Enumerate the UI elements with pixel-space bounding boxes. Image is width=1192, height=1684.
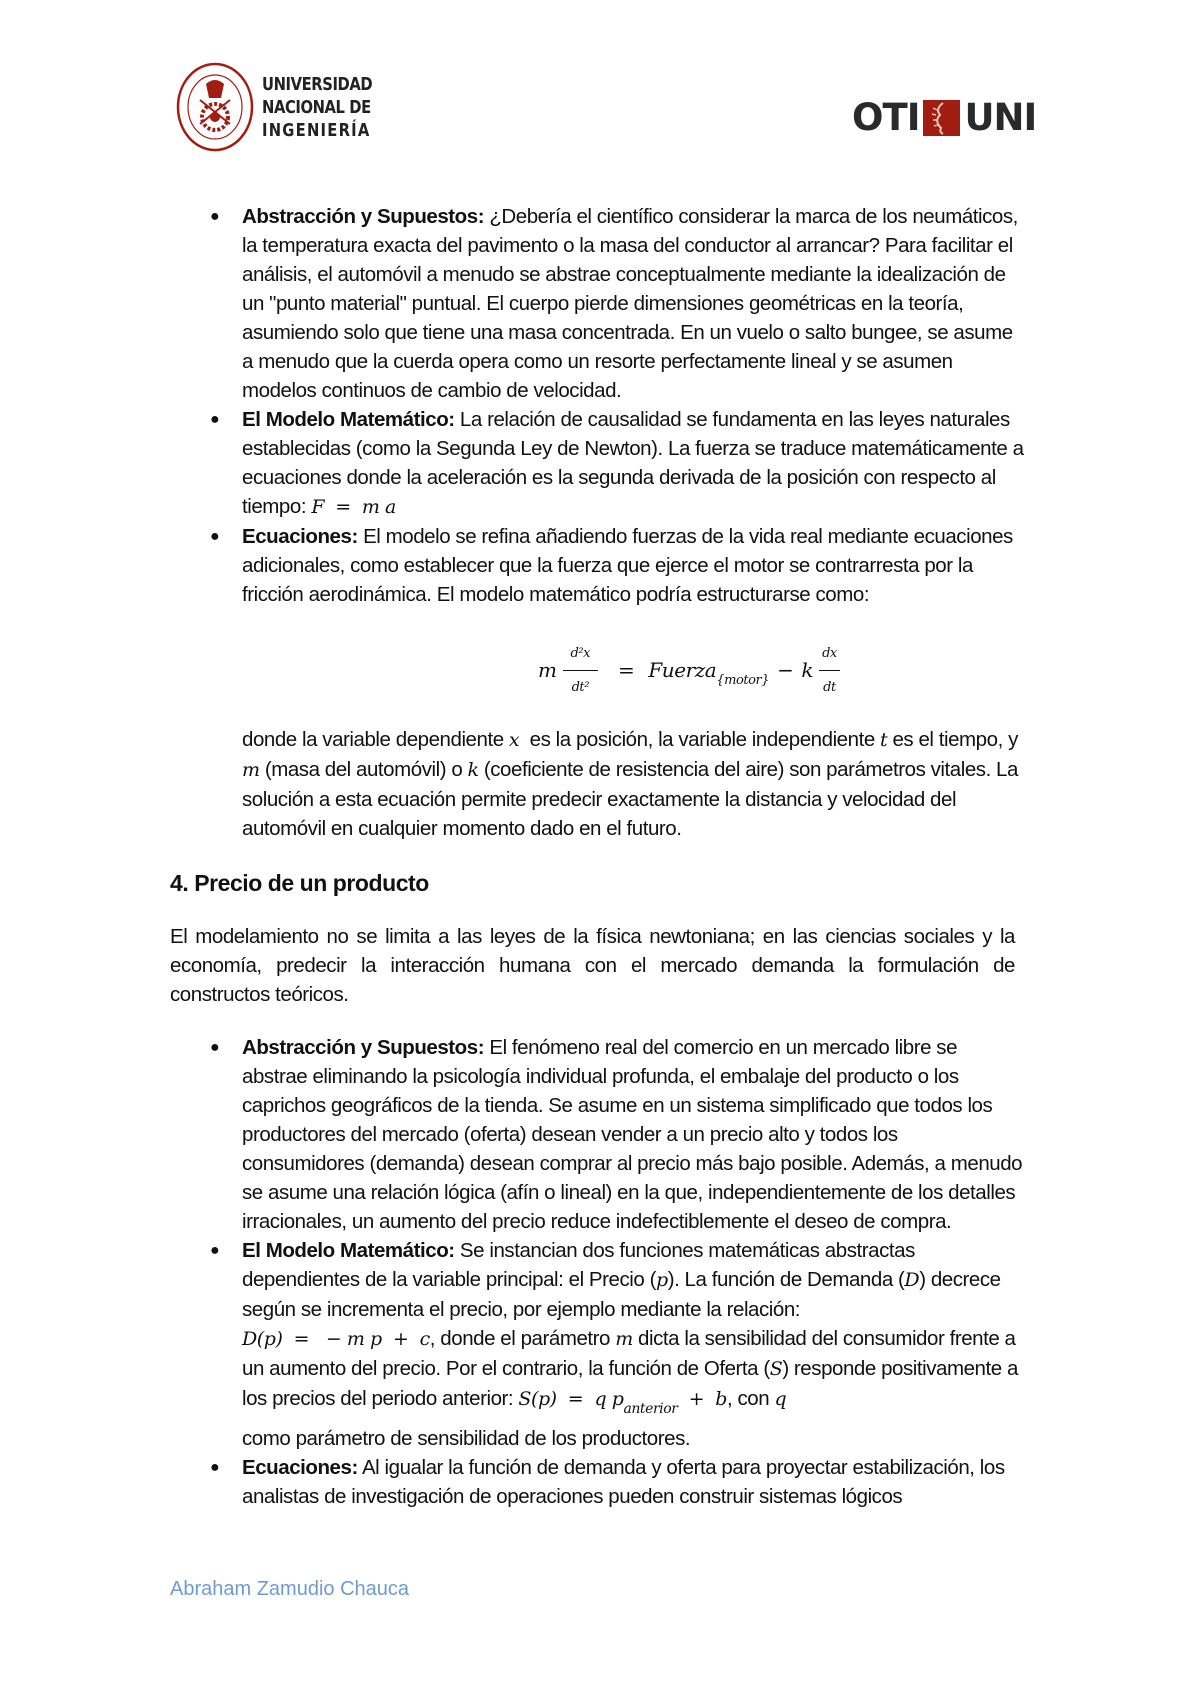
item-label: Abstracción y Supuestos:: [242, 205, 485, 228]
eq-equals: =: [618, 658, 635, 682]
text-run: como parámetro de sensibilidad de los productores.: [242, 1427, 691, 1450]
eq-force-subscript: {motor}: [716, 673, 770, 688]
item-text: La relación de causalidad se fundamenta en las leyes naturales establecidas (como la Segunda Ley de Newton). La fuerza se traduce matemáticamente a ecuaciones donde la aceleración es la segunda derivada de la posición con respecto al tiempo:: [242, 408, 1024, 518]
equation-explanation: [242, 725, 1025, 843]
text-run: ) responde positivamente a los precios del periodo anterior:: [242, 1357, 1018, 1410]
var-m: m: [242, 759, 260, 781]
var-t: t: [880, 729, 888, 751]
item-text: ¿Debería el científico considerar la marca de los neumáticos, la temperatura exacta del pavimento o la masa del conductor al arrancar? Para facilitar el análisis, el automóvil a menudo se abstrae conceptualmente mediante la idealización de un "punto material" puntual. El cuerpo pierde dimensiones geométricas en la teoría, asumiendo solo que tiene una masa concentrada. En un vuelo o salto bungee, se asume a menudo que la cuerda opera como un resorte perfectamente lineal y se asumen modelos continuos de cambio de velocidad.: [242, 205, 1018, 402]
item-label: El Modelo Matemático:: [242, 1239, 455, 1262]
eq-force: Fuerza: [648, 658, 717, 682]
var-q: q: [774, 1388, 787, 1410]
list-item: [170, 1453, 1025, 1511]
text-run: (coeficiente de resistencia del aire) son parámetros vitales. La solución a esta ecuación permite predecir exactamente la distancia y velocidad del automóvil en cualquier momento dado en el futuro.: [242, 758, 1018, 840]
university-seal-icon: [176, 62, 254, 152]
university-logo: [176, 62, 396, 152]
eq-mass: m: [538, 658, 557, 682]
text-run: es la posición, la variable independiente: [519, 728, 881, 751]
fraction-denominator: dt: [823, 680, 836, 695]
university-name: [262, 73, 372, 142]
list-item: [170, 405, 1025, 522]
fraction-denominator: dt²: [571, 680, 589, 695]
section4-bullet-list: [170, 1033, 1025, 1511]
list-item: [170, 1236, 1025, 1453]
eq-minus: −: [777, 658, 794, 682]
first-derivative-fraction: [819, 639, 840, 702]
second-derivative-fraction: [563, 639, 599, 702]
footer-author: Abraham Zamudio Chauca: [170, 1578, 410, 1600]
text-run: , donde el parámetro: [429, 1327, 616, 1350]
fraction-numerator: d²x: [563, 639, 599, 671]
oti-logo-mark-icon: [923, 100, 960, 136]
newton-law-math: F = m a: [311, 496, 396, 518]
bullet-icon: ●: [210, 1459, 220, 1476]
demand-equation: D(p) = − m p + c: [242, 1328, 430, 1350]
text-run: , con: [726, 1387, 775, 1410]
bullet-icon: ●: [210, 528, 220, 545]
bullet-icon: ●: [210, 1242, 220, 1259]
supply-equation: S(p) = q p: [518, 1388, 624, 1410]
text-run: ) decrece según se incrementa el precio, por ejemplo mediante la relación:: [242, 1268, 1001, 1321]
item-label: Abstracción y Supuestos:: [242, 1036, 485, 1059]
eq-k: k: [801, 658, 814, 682]
motion-equation: [242, 609, 1025, 725]
item-label: Ecuaciones:: [242, 1456, 358, 1479]
var-p: p: [655, 1269, 668, 1291]
item-label: Ecuaciones:: [242, 525, 358, 548]
var-k: k: [467, 759, 479, 781]
item-text: El modelo se refina añadiendo fuerzas de la vida real mediante ecuaciones adicionales, como establecer que la fuerza que ejerce el motor se contrarresta por la fricción aerodinámica. El modelo matemático podría estructurarse como:: [242, 525, 1013, 606]
text-run: Se instancian dos funciones matemáticas abstractas dependientes de la variable principal: el Precio (: [242, 1239, 915, 1291]
text-run: (masa del automóvil) o: [259, 758, 468, 781]
text-run: dicta la sensibilidad del consumidor frente a un aumento del precio. Por el contrario, la función de Oferta (: [242, 1327, 1016, 1380]
var-x: x: [508, 729, 520, 751]
oti-logo-left: OTI: [852, 96, 920, 139]
item-label: El Modelo Matemático:: [242, 408, 455, 431]
document-body: [170, 202, 1025, 1511]
section-intro: El modelamiento no se limita a las leyes de la física newtoniana; en las ciencias sociales y la economía, predecir la interacción humana con el mercado demanda la formulación de constructos teóricos.: [170, 925, 1015, 1006]
bullet-icon: ●: [210, 1039, 220, 1056]
item-text: El fenómeno real del comercio en un mercado libre se abstrae eliminando la psicología individual profunda, el embalaje del producto o los caprichos geográficos de la tienda. Se asume en un sistema simplificado que todos los productores del mercado (oferta) desean vender a un precio alto y todos los consumidores (demanda) desean comprar al precio más bajo posible. Además, a menudo se asume una relación lógica (afín o lineal) en la que, independientemente de los detalles irracionales, un aumento del precio reduce indefectiblemente el deseo de compra.: [242, 1036, 1023, 1233]
list-item: [170, 202, 1025, 405]
var-m: m: [615, 1328, 633, 1350]
var-D: D: [904, 1269, 920, 1291]
text-run: es el tiempo, y: [887, 728, 1018, 751]
bullet-icon: ●: [210, 411, 220, 428]
equation-body: [538, 639, 846, 702]
spacer: [170, 1009, 1025, 1033]
bullet-icon: ●: [210, 208, 220, 225]
list-item: [170, 522, 1025, 609]
list-item: [170, 1033, 1025, 1236]
fraction-numerator: dx: [819, 639, 840, 671]
university-name-line-2: NACIONAL DE: [262, 96, 371, 118]
university-name-line-1: UNIVERSIDAD: [262, 73, 373, 95]
section-heading: 4. Precio de un producto: [170, 870, 429, 896]
item-text: Al igualar la función de demanda y oferta para proyectar estabilización, los analistas de investigación de operaciones pueden construir sistemas lógicos: [242, 1456, 1005, 1508]
university-name-line-3: INGENIERÍA: [262, 119, 371, 141]
supply-subscript: anterior: [623, 1401, 678, 1417]
text-run: ). La función de Demanda (: [667, 1268, 905, 1291]
var-S: S: [769, 1358, 783, 1380]
text-run: donde la variable dependiente: [242, 728, 509, 751]
supply-equation-rest: + b: [677, 1388, 727, 1410]
oti-uni-logo: [852, 96, 1037, 139]
section3-bullet-list: [170, 202, 1025, 609]
oti-logo-right: UNI: [964, 96, 1037, 139]
